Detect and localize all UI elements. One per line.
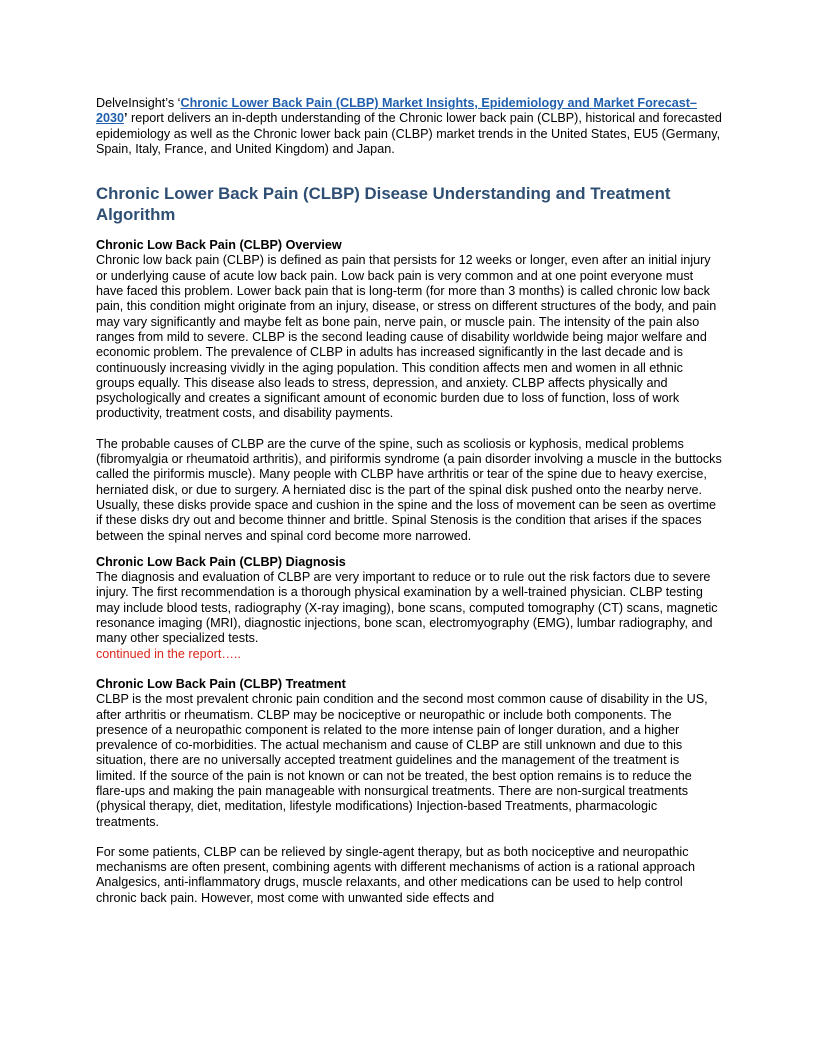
intro-suffix: report delivers an in-depth understanding of the Chronic lower back pain (CLBP), historical and forecasted epidemiology as well as the Chronic lower back pain (CLBP) market trends in the United States, EU5 (Germany, Spain, Italy, France, and United Kingdom) and Japan. xyxy=(96,111,722,156)
treatment-paragraph-1: CLBP is the most prevalent chronic pain condition and the second most common cause of disability in the US, after arthritis or rheumatism. CLBP may be nociceptive or neuropathic or include both components. The presence of a neuropathic component is related to the more intense pain of longer duration, and a higher prevalence of co-morbidities. The actual mechanism and cause of CLBP are still unknown and due to this situation, there are no universally accepted treatment guidelines and the management of the treatment is limited. If the source of the pain is not known or can not be treated, the best option remains is to reduce the flare-ups and making the pain manageable with nonsurgical treatments. There are non-surgical treatments (physical therapy, diet, meditation, lifestyle modifications) Injection-based Treatments, pharmacologic treatments. xyxy=(96,692,708,829)
continued-note: continued in the report….. xyxy=(96,646,241,661)
diagnosis-paragraph: The diagnosis and evaluation of CLBP are very important to reduce or to rule out the risk factors due to severe injury. The first recommendation is a thorough physical examination by a well-trained physician. CLBP testing may include blood tests, radiography (X-ray imaging), bone scans, computed tomography (CT) scans, magnetic resonance imaging (MRI), diagnostic injections, bone scan, electromyography (EMG), lumbar radiography, and many other specialized tests. xyxy=(96,570,718,646)
diagnosis-heading: Chronic Low Back Pain (CLBP) Diagnosis xyxy=(96,554,346,569)
overview-paragraph-2: The probable causes of CLBP are the curve of the spine, such as scoliosis or kyphosis, medical problems (fibromyalgia or rheumatoid arthritis), and piriformis syndrome (a pain disorder involving a muscle in the buttocks called the piriformis muscle). Many people with CLBP have arthritis or tear of the spine due to heavy exercise, herniated disk, or due to surgery. A herniated disc is the part of the spinal disk pushed onto the nearby nerve. Usually, these disks provide space and cushion in the spine and the loss of movement can be seen as overtime if these disks dry out and become thinner and brittle. Spinal Stenosis is the condition that arises if the spaces between the spinal nerves and spinal cord become more narrowed. xyxy=(96,436,722,543)
report-link[interactable]: Chronic Lower Back Pain (CLBP) Market Insights, Epidemiology and Market Forecast–2030 xyxy=(96,96,697,126)
intro-paragraph xyxy=(96,96,722,157)
overview-paragraph-1: Chronic low back pain (CLBP) is defined as pain that persists for 12 weeks or longer, even after an initial injury or underlying cause of acute low back pain. Low back pain is very common and at one point everyone must have faced this problem. Lower back pain that is long-term (for more than 3 months) is called chronic low back pain, this condition might originate from an injury, disease, or stress on different structures of the body, and pain may vary significantly and maybe felt as bone pain, nerve pain, or muscle pain. The intensity of the pain also ranges from mild to severe. CLBP is the second leading cause of disability worldwide being major welfare and economic problem. The prevalence of CLBP in adults has increased significantly in the last decade and is continuously increasing vividly in the aging population. This condition affects men and women in all ethnic groups equally. This disease also leads to stress, depression, and anxiety. CLBP affects physically and psychologically and creates a significant amount of economic burden due to loss of function, loss of work productivity, treatment costs, and disability payments. xyxy=(96,253,717,421)
treatment-heading: Chronic Low Back Pain (CLBP) Treatment xyxy=(96,676,346,691)
intro-prefix: DelveInsight’s ‘ xyxy=(96,96,181,110)
intro-closing-quote: ’ xyxy=(124,111,128,126)
overview-heading: Chronic Low Back Pain (CLBP) Overview xyxy=(96,238,342,253)
treatment-paragraph-2: For some patients, CLBP can be relieved by single-agent therapy, but as both nociceptive and neuropathic mechanisms are often present, combining agents with different mechanisms of action is a rational approach Analgesics, anti-inflammatory drugs, muscle relaxants, and other medications can be used to help control chronic back pain. However, most come with unwanted side effects and xyxy=(96,844,695,905)
document-page xyxy=(96,96,722,906)
section-title: Chronic Lower Back Pain (CLBP) Disease Understanding and Treatment Algorithm xyxy=(96,184,671,225)
